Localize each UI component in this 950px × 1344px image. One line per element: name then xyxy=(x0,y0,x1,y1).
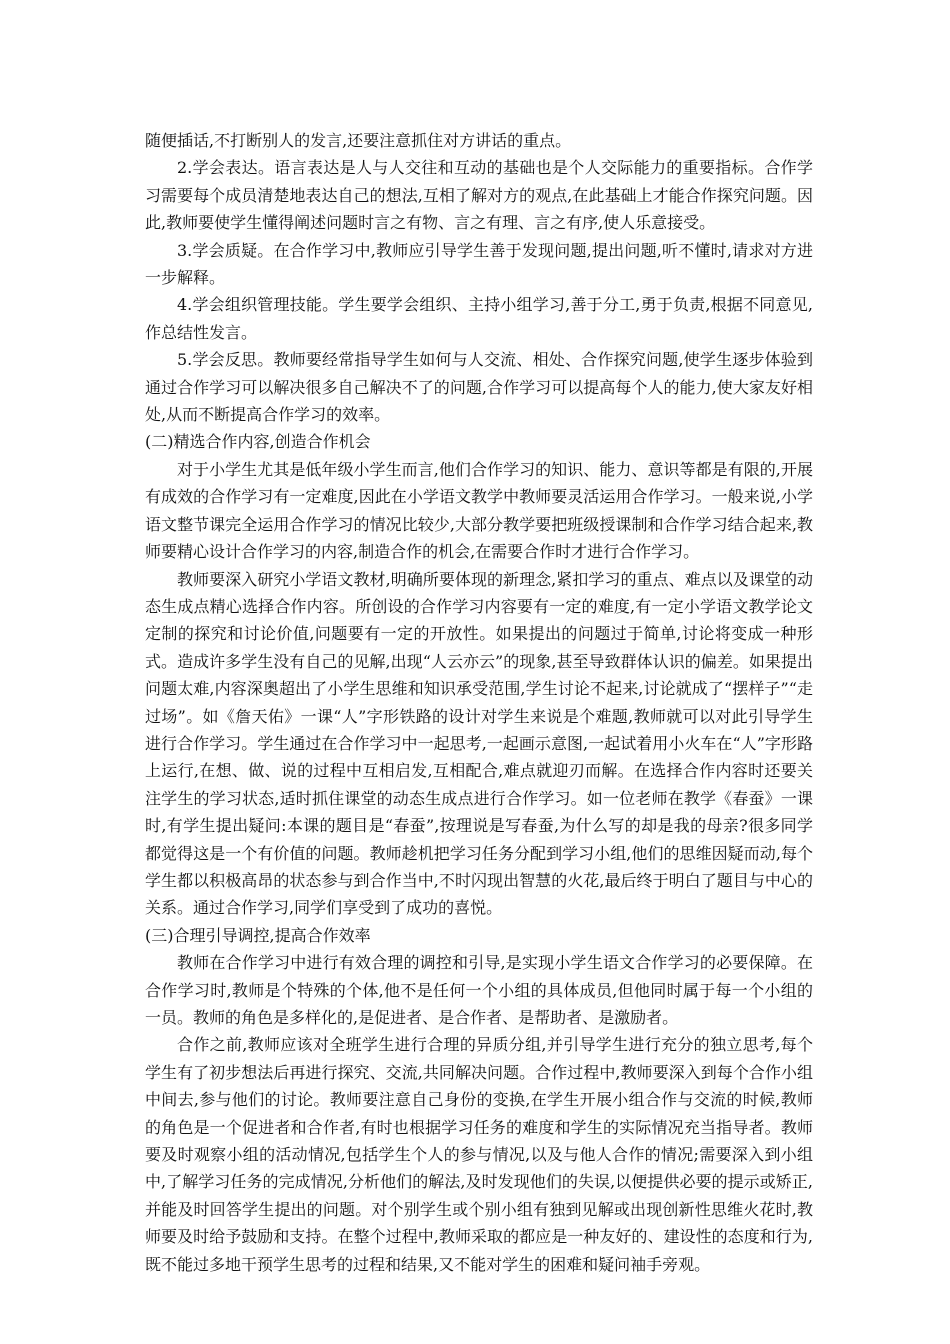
paragraph-body: 教师要深入研究小学语文教材,明确所要体现的新理念,紧扣学习的重点、难点以及课堂的动态生成点精心选择合作内容。所创设的合作学习内容要有一定的难度,有一定小学语文教学论文定制的探究和讨论价值,问题要有一定的开放性。如果提出的问题过于简单,讨论将变成一种形式。造成许多学生没有自己的见解,出现“人云亦云”的现象,甚至导致群体认识的偏差。如果提出问题太难,内容深奥超出了小学生思维和知识承受范围,学生讨论不起来,讨论就成了“摆样子”“走过场”。如《詹天佑》一课“人”字形铁路的设计对学生来说是个难题,教师就可以对此引导学生进行合作学习。学生通过在合作学习中一起思考,一起画示意图,一起试着用小火车在“人”字形路上运行,在想、做、说的过程中互相启发,互相配合,难点就迎刃而解。在选择合作内容时还要关注学生的学习状态,适时抓住课堂的动态生成点进行合作学习。如一位老师在教学《春蚕》一课时,有学生提出疑问:本课的题目是“春蚕”,按理说是写春蚕,为什么写的却是我的母亲?很多同学都觉得这是一个有价值的问题。教师趁机把学习任务分配到学习小组,他们的思维因疑而动,每个学生都以积极高昂的状态参与到合作当中,不时闪现出智慧的火花,最后终于明白了题目与中心的关系。通过合作学习,同学们享受到了成功的喜悦。 xyxy=(145,569,813,918)
paragraph-learn-reflection: 5.学会反思。教师要经常指导学生如何与人交流、相处、合作探究问题,使学生逐步体验到通过合作学习可以解决很多自己解决不了的问题,合作学习可以提高每个人的能力,使大家友好相处,从而不断提高合作学习的效率。 xyxy=(145,350,813,425)
section-heading-2: (二)精选合作内容,创造合作机会 xyxy=(145,432,371,452)
paragraph-learn-expression: 2.学会表达。语言表达是人与人交往和互动的基础也是个人交际能力的重要指标。合作学习需要每个成员清楚地表达自己的想法,互相了解对方的观点,在此基础上才能合作探究问题。因此,教师要使学生懂得阐述问题时言之有物、言之有理、言之有序,使人乐意接受。 xyxy=(145,158,813,233)
paragraph-body: 合作之前,教师应该对全班学生进行合理的异质分组,并引导学生进行充分的独立思考,每个学生有了初步想法后再进行探究、交流,共同解决问题。合作过程中,教师要深入到每个合作小组中间去,参与他们的讨论。教师要注意自己身份的变换,在学生开展小组合作与交流的时候,教师的角色是一个促进者和合作者,有时也根据学习任务的难度和学生的实际情况充当指导者。教师要及时观察小组的活动情况,包括学生个人的参与情况,以及与他人合作的情况;需要深入到小组中,了解学习任务的完成情况,分析他们的解法,及时发现他们的失误,以便提供必要的提示或矫正,并能及时回答学生提出的问题。对个别学生或个别小组有独到见解或出现创新性思维火花时,教师要及时给予鼓励和支持。在整个过程中,教师采取的都应是一种友好的、建设性的态度和行为,既不能过多地干预学生思考的过程和结果,又不能对学生的困难和疑问袖手旁观。 xyxy=(145,1035,813,1274)
paragraph-body: 对于小学生尤其是低年级小学生而言,他们合作学习的知识、能力、意识等都是有限的,开展有成效的合作学习有一定难度,因此在小学语文教学中教师要灵活运用合作学习。一般来说,小学语文整节课完全运用合作学习的情况比较少,大部分教学要把班级授课制和合作学习结合起来,教师要精心设计合作学习的内容,制造合作的机会,在需要合作时才进行合作学习。 xyxy=(145,459,813,562)
section-heading-3: (三)合理引导调控,提高合作效率 xyxy=(145,925,371,945)
paragraph-learn-organization: 4.学会组织管理技能。学生要学会组织、主持小组学习,善于分工,勇于负责,根据不同意见,作总结性发言。 xyxy=(145,295,813,342)
paragraph-continuation: 随便插话,不打断别人的发言,还要注意抓住对方讲话的重点。 xyxy=(145,131,572,150)
paragraph-learn-questioning: 3.学会质疑。在合作学习中,教师应引导学生善于发现问题,提出问题,听不懂时,请求对方进一步解释。 xyxy=(145,240,813,288)
paragraph-body: 教师在合作学习中进行有效合理的调控和引导,是实现小学生语文合作学习的必要保障。在合作学习时,教师是个特殊的个体,他不是任何一个小组的具体成员,但他同时属于每一个小组的一员。教师的角色是多样化的,是促进者、是合作者、是帮助者、是激励者。 xyxy=(145,953,813,1027)
document-body xyxy=(145,127,813,1278)
